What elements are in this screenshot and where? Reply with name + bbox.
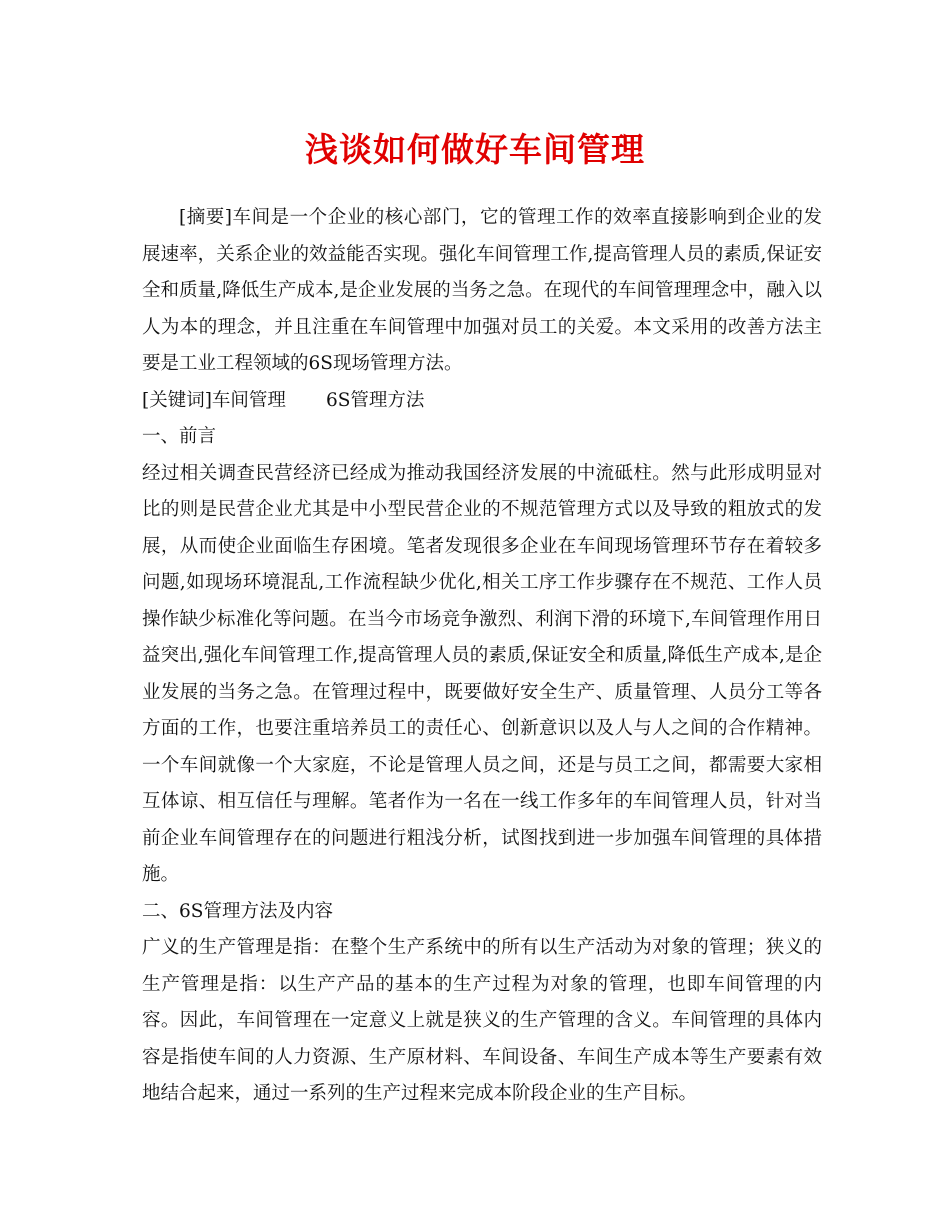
document-title: 浅谈如何做好车间管理 xyxy=(305,130,645,169)
section-heading-intro: 一、前言 xyxy=(142,426,217,447)
section-paragraph-intro: 经过相关调查民营经济已经成为推动我国经济发展的中流砥柱。然与此形成明显对比的则是民营企业尤其是中小型民营企业的不规范管理方式以及导致的粗放式的发展，从而使企业面临生存困境。笔者发现很多企业在车间现场管理环节存在着较多问题,如现场环境混乱,工作流程缺少优化,相关工序工作步骤存在不规范、工作人员操作缺少标准化等问题。在当今市场竞争激烈、利润下滑的环境下,车间管理作用日益突出,强化车间管理工作,提高管理人员的素质,保证安全和质量,降低生产成本,是企业发展的当务之急。在管理过程中，既要做好安全生产、质量管理、人员分工等各方面的工作，也要注重培养员工的责任心、创新意识以及人与人之间的合作精神。一个车间就像一个大家庭，不论是管理人员之间，还是与员工之间，都需要大家相互体谅、相互信任与理解。笔者作为一名在一线工作多年的车间管理人员，针对当前企业车间管理存在的问题进行粗浅分析，试图找到进一步加强车间管理的具体措施。 xyxy=(142,462,823,885)
abstract-paragraph: [摘要]车间是一个企业的核心部门，它的管理工作的效率直接影响到企业的发展速率，关系企业的效益能否实现。强化车间管理工作,提高管理人员的素质,保证安全和质量,降低生产成本,是企业发展的当务之急。在现代的车间管理理念中，融入以人为本的理念，并且注重在车间管理中加强对员工的关爱。本文采用的改善方法主要是工业工程领域的6S现场管理方法。 xyxy=(142,207,822,374)
keywords-label: [关键词]车间管理 xyxy=(142,389,286,411)
section-heading-6s: 二、6S管理方法及内容 xyxy=(142,900,333,922)
document-body xyxy=(142,200,822,1113)
keywords-term: 6S管理方法 xyxy=(325,389,425,411)
keywords-line xyxy=(142,383,822,420)
section-paragraph-6s: 广义的生产管理是指：在整个生产系统中的所有以生产活动为对象的管理；狭义的生产管理是指：以生产产品的基本的生产过程为对象的管理，也即车间管理的内容。因此，车间管理在一定意义上就是狭义的生产管理的含义。车间管理的具体内容是指使车间的人力资源、生产原材料、车间设备、车间生产成本等生产要素有效地结合起来，通过一系列的生产过程来完成本阶段企业的生产目标。 xyxy=(142,937,822,1104)
